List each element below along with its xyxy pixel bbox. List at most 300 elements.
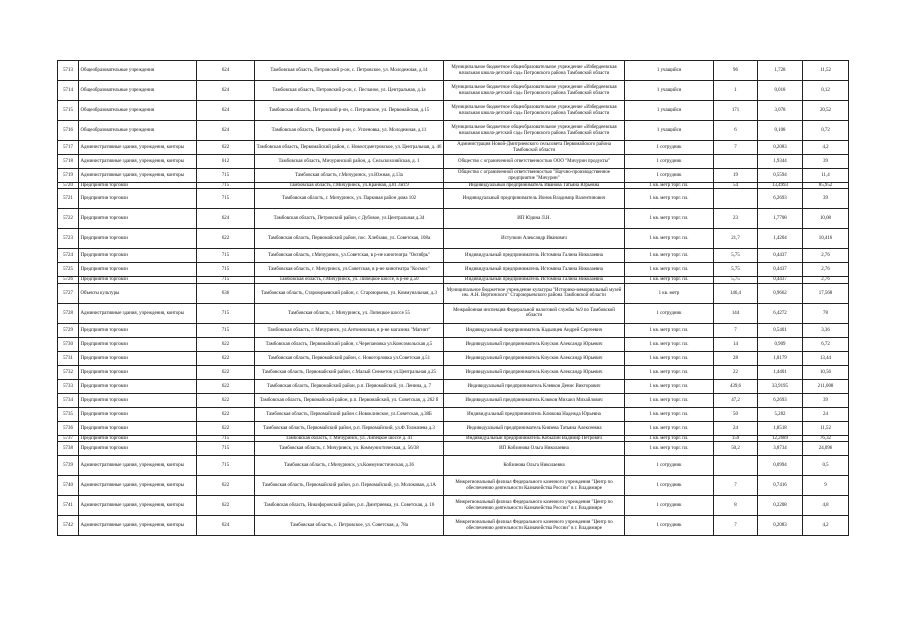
cell-volume: 24,096	[803, 442, 849, 456]
cell-count: 5,75	[714, 263, 758, 277]
cell-org: Индивидуальный предприниматель Клюков Михаил Михайлович	[444, 393, 625, 407]
cell-volume: 2,76	[803, 277, 849, 283]
cell-org: Индивидуальный предприниматель Киусков Александр Юрьевич	[444, 337, 625, 351]
cell-code: 715	[197, 277, 255, 283]
cell-count: 54	[714, 183, 758, 189]
cell-volume: 0,5	[803, 456, 849, 476]
table-row	[58, 121, 849, 141]
cell-org: Кобзинова Ольга Николаевна	[444, 456, 625, 476]
cell-type: Предприятия торговли	[79, 323, 197, 337]
cell-num: 5725	[58, 263, 79, 277]
cell-unit: 1 сотрудник	[625, 476, 714, 496]
cell-num: 5721	[58, 189, 79, 209]
table-row	[58, 229, 849, 249]
cell-num: 5714	[58, 81, 79, 101]
cell-area: 0,2083	[758, 141, 803, 155]
cell-unit: 1 кв. метр торг. пл.	[625, 421, 714, 435]
cell-code: 622	[197, 421, 255, 435]
table-row	[58, 337, 849, 351]
cell-org: Индивидуальный предприниматель Клевков Денис Викторович	[444, 379, 625, 393]
cell-address: Тамбовская область, г.Мичуринск, ул.Советская, в р-не кинотеатра "Октябрь"	[255, 249, 444, 263]
cell-unit: 1 кв. метр торг. пл.	[625, 393, 714, 407]
cell-org: ИП Кобзинова Ольга Николаевна	[444, 442, 625, 456]
cell-unit: 1 кв. метр торг. пл.	[625, 209, 714, 229]
cell-org: Индивидуальный предприниматель Истомина Галина Николаевна	[444, 277, 625, 283]
cell-area: 0,2083	[758, 516, 803, 536]
cell-unit: 1 учащийся	[625, 81, 714, 101]
cell-code: 624	[197, 81, 255, 101]
cell-unit: 1 сотрудник	[625, 303, 714, 323]
cell-volume: 76,32	[803, 435, 849, 441]
cell-count: 19	[714, 169, 758, 183]
cell-count: 7	[714, 323, 758, 337]
cell-count: 144	[714, 303, 758, 323]
cell-count: 28	[714, 351, 758, 365]
cell-type: Административные здания, учреждения, конторы	[79, 303, 197, 323]
cell-area: 1,4401	[758, 365, 803, 379]
cell-volume: 2,76	[803, 249, 849, 263]
cell-code: 624	[197, 61, 255, 81]
cell-code: 622	[197, 496, 255, 516]
table-row	[58, 351, 849, 365]
table-row	[58, 169, 849, 183]
cell-volume: 4,2	[803, 516, 849, 536]
table-row	[58, 442, 849, 456]
cell-area: 3,078	[758, 101, 803, 121]
table-row	[58, 263, 849, 277]
table-body	[58, 61, 849, 536]
cell-org: Муниципальное бюджетное общеобразовательное учреждение «Избердеевская начальная школа-детский сад» Петровского района Тамбовской области	[444, 101, 625, 121]
cell-area: 1,728	[758, 61, 803, 81]
cell-unit: 1 кв. метр	[625, 283, 714, 303]
cell-area: 0,4437	[758, 249, 803, 263]
cell-count: 23	[714, 209, 758, 229]
cell-type: Общеобразовательные учреждения	[79, 81, 197, 101]
cell-unit: 1 сотрудник	[625, 141, 714, 155]
cell-area: 1,8518	[758, 421, 803, 435]
cell-unit: 1 кв. метр торг. пл.	[625, 323, 714, 337]
cell-volume: 10,416	[803, 229, 849, 249]
cell-code: 715	[197, 456, 255, 476]
cell-num: 5722	[58, 209, 79, 229]
cell-volume: 211,008	[803, 379, 849, 393]
cell-address: Тамбовская область, Первомайский район, р.п. Первомайский, ул. Молоковая, д.1А	[255, 476, 444, 496]
cell-address: Тамбовская область, г. Мичуринск, ул. Парковая район дома 102	[255, 189, 444, 209]
cell-count: 22	[714, 365, 758, 379]
cell-count: 8	[714, 496, 758, 516]
cell-count: 6	[714, 121, 758, 141]
cell-area: 1,4204	[758, 229, 803, 249]
cell-type: Предприятия торговли	[79, 183, 197, 189]
cell-volume: 11,4	[803, 169, 849, 183]
cell-org: Межрегиональный филиал Федерального казенного учреждения "Центр по обеспечению деятельности Казначейства России" в г. Владимире	[444, 476, 625, 496]
cell-address: Тамбовская область, Первомайский район, р.п. Первомайский, ул. Советская, д. 262 б	[255, 393, 444, 407]
cell-unit: 1 кв. метр торг. пл.	[625, 337, 714, 351]
cell-type: Административные здания, учреждения, конторы	[79, 141, 197, 155]
cell-volume: 0,12	[803, 81, 849, 101]
cell-address: Тамбовская область, Мичуринский район, д. Сельскохозяйская, д. 1	[255, 155, 444, 169]
cell-area: 0,0994	[758, 456, 803, 476]
cell-type: Предприятия торговли	[79, 435, 197, 441]
cell-area: 13,4993	[758, 183, 803, 189]
cell-area: 0,9662	[758, 283, 803, 303]
cell-unit: 1 сотрудник	[625, 496, 714, 516]
table-row	[58, 323, 849, 337]
cell-num: 5731	[58, 351, 79, 365]
cell-area: 12,2689	[758, 435, 803, 441]
cell-area: 1,9344	[758, 155, 803, 169]
table-row	[58, 496, 849, 516]
table-row	[58, 209, 849, 229]
cell-address: Тамбовская область, Первомайский район, р.п. Первомайский, ул. Ленина, д. 7	[255, 379, 444, 393]
cell-num: 5723	[58, 229, 79, 249]
table-row	[58, 407, 849, 421]
cell-num: 5730	[58, 337, 79, 351]
cell-type: Общеобразовательные учреждения	[79, 61, 197, 81]
cell-address: Тамбовская область, Петровский р-он, с. Успеновка, ул. Молодежная, д.11	[255, 121, 444, 141]
cell-volume: 4,2	[803, 141, 849, 155]
cell-code: 622	[197, 365, 255, 379]
table-row	[58, 379, 849, 393]
cell-volume: 17,568	[803, 283, 849, 303]
cell-area: 0,2208	[758, 496, 803, 516]
cell-area: 0,7416	[758, 476, 803, 496]
cell-volume: 0,72	[803, 121, 849, 141]
cell-address: Тамбовская область, Первомайский район, пос. Хлебзаво, ул. Советская, 108а	[255, 229, 444, 249]
cell-unit: 1 кв. метр торг. пл.	[625, 229, 714, 249]
cell-org: Межрайонная инспекция Федеральной налоговой службы №9 по Тамбовской области	[444, 303, 625, 323]
table-row	[58, 189, 849, 209]
cell-area: 6,2693	[758, 189, 803, 209]
cell-num: 5732	[58, 365, 79, 379]
cell-volume: 11,52	[803, 421, 849, 435]
cell-code: 715	[197, 303, 255, 323]
cell-volume: 9	[803, 476, 849, 496]
cell-unit: 1 сотрудник	[625, 516, 714, 536]
cell-org: Муниципальное бюджетное общеобразовательное учреждение «Избердеевская начальная школа-детский сад» Петровского района Тамбовской области	[444, 121, 625, 141]
cell-volume: 10,56	[803, 365, 849, 379]
registry-table	[57, 60, 849, 536]
cell-num: 5719	[58, 169, 79, 183]
cell-num: 5724	[58, 249, 79, 263]
cell-area: 33,9195	[758, 379, 803, 393]
cell-num: 5718	[58, 155, 79, 169]
cell-num: 5716	[58, 121, 79, 141]
cell-count: 14	[714, 337, 758, 351]
cell-type: Предприятия торговли	[79, 407, 197, 421]
cell-org: Межрегиональный филиал Федерального казенного учреждения "Центр по обеспечению деятельности Казначейства России" в г. Владимире	[444, 516, 625, 536]
table-row	[58, 456, 849, 476]
cell-unit: 1 кв. метр торг. пл.	[625, 277, 714, 283]
cell-count: 171	[714, 101, 758, 121]
cell-type: Административные здания, учреждения, конторы	[79, 516, 197, 536]
cell-count: 159	[714, 435, 758, 441]
cell-unit: 1 кв. метр торг. пл.	[625, 189, 714, 209]
cell-count: 50,2	[714, 442, 758, 456]
cell-org: ИП Юдина Л.Н.	[444, 209, 625, 229]
cell-type: Предприятия торговли	[79, 351, 197, 365]
cell-type: Административные здания, учреждения, конторы	[79, 169, 197, 183]
cell-num: 5734	[58, 393, 79, 407]
table-row	[58, 476, 849, 496]
cell-code: 622	[197, 379, 255, 393]
cell-type: Административные здания, учреждения, конторы	[79, 456, 197, 476]
cell-num: 5727	[58, 283, 79, 303]
cell-address: Тамбовская область, Первомайский район, с.Малый Снежеток ул.Центральная д.25	[255, 365, 444, 379]
cell-type: Предприятия торговли	[79, 421, 197, 435]
document-page	[57, 60, 848, 536]
cell-unit: 1 кв. метр торг. пл.	[625, 407, 714, 421]
cell-volume: 13,44	[803, 351, 849, 365]
cell-org: Общество с ограниченной ответственностью ООО "Мичурин продукты"	[444, 155, 625, 169]
cell-org: Индивидуальный предприниматель Кобылин Вадимир Петрович	[444, 435, 625, 441]
cell-type: Предприятия торговли	[79, 393, 197, 407]
cell-address: Тамбовская область, с. Петровское, ул. Советская, д. 78а	[255, 516, 444, 536]
cell-code: 715	[197, 183, 255, 189]
cell-type: Предприятия торговли	[79, 442, 197, 456]
cell-volume: 78	[803, 303, 849, 323]
cell-num: 5737	[58, 435, 79, 441]
cell-address: Тамбовская область, Никифоровский район, р.п. Дмитриевка, ул. Советская, д. 16	[255, 496, 444, 516]
cell-volume: 3,36	[803, 323, 849, 337]
cell-volume: 24	[803, 407, 849, 421]
cell-num: 5720	[58, 183, 79, 189]
cell-num: 5726	[58, 277, 79, 283]
cell-volume: 2,76	[803, 263, 849, 277]
cell-unit: 1 кв. метр торг. пл.	[625, 442, 714, 456]
cell-unit: 1 сотрудник	[625, 456, 714, 476]
cell-count: 7	[714, 516, 758, 536]
cell-code: 715	[197, 249, 255, 263]
cell-count: 50	[714, 407, 758, 421]
cell-code: 715	[197, 263, 255, 277]
cell-type: Предприятия торговли	[79, 189, 197, 209]
cell-org: Муниципальное бюджетное учреждение культуры "Историко-мемориальный музей им. А.Н. Вертинского" Староюрьевского района Тамбовской области	[444, 283, 625, 303]
table-row	[58, 303, 849, 323]
table-row	[58, 61, 849, 81]
cell-address: Тамбовская область, г. Мичуринск, ул.Советская, в р-не кинотеатра "Космос"	[255, 263, 444, 277]
cell-area: 0,108	[758, 121, 803, 141]
cell-count: 7	[714, 141, 758, 155]
cell-unit: 1 учащийся	[625, 61, 714, 81]
cell-num: 5738	[58, 442, 79, 456]
cell-num: 5729	[58, 323, 79, 337]
cell-num: 5717	[58, 141, 79, 155]
cell-address: Тамбовская область, г.Мичуринск, ул.Кранная, д.81 лит.9	[255, 183, 444, 189]
cell-address: Тамбовская область, г.Мичуринск, ул.Коммунистическая, д.36	[255, 456, 444, 476]
cell-area: 1,7708	[758, 209, 803, 229]
cell-area: 0,018	[758, 81, 803, 101]
cell-area: 0,5594	[758, 169, 803, 183]
cell-address: Тамбовская область, Первомайский район, с.Черепановка ул.Комсомольская д.5	[255, 337, 444, 351]
cell-unit: 1 кв. метр торг. пл.	[625, 263, 714, 277]
cell-type: Предприятия торговли	[79, 209, 197, 229]
table-row	[58, 283, 849, 303]
cell-area: 0,4437	[758, 277, 803, 283]
cell-unit: 1 кв. метр торг. пл.	[625, 365, 714, 379]
cell-volume: 10,08	[803, 209, 849, 229]
cell-code: 624	[197, 516, 255, 536]
table-row	[58, 101, 849, 121]
table-row	[58, 81, 849, 101]
cell-unit: 1 учащийся	[625, 121, 714, 141]
cell-volume: 39	[803, 393, 849, 407]
cell-address: Тамбовская область, Первомайский район, с. Новогорловка ул.Советская д.51	[255, 351, 444, 365]
cell-code: 622	[197, 351, 255, 365]
cell-num: 5713	[58, 61, 79, 81]
cell-num: 5735	[58, 407, 79, 421]
cell-org: Индивидуальный предприниматель Ионов Владимир Валентинович	[444, 189, 625, 209]
cell-num: 5728	[58, 303, 79, 323]
cell-type: Предприятия торговли	[79, 263, 197, 277]
cell-count	[714, 155, 758, 169]
cell-org: Муниципальное бюджетное общеобразовательное учреждение «Избердеевская начальная школа-детский сад» Петровского района Тамбовской области	[444, 81, 625, 101]
cell-code: 612	[197, 155, 255, 169]
cell-type: Административные здания, учреждения, конторы	[79, 476, 197, 496]
cell-count	[714, 189, 758, 209]
cell-count: 146,4	[714, 283, 758, 303]
cell-num: 5740	[58, 476, 79, 496]
cell-code: 624	[197, 121, 255, 141]
cell-area: 5,282	[758, 407, 803, 421]
cell-type: Объекты культуры	[79, 283, 197, 303]
cell-address: Тамбовская область, г.Мичуринск, ул. Липецкое шоссе, в р-не д.50	[255, 277, 444, 283]
cell-address: Тамбовская область, г. Мичуринск, ул. Липецкое шоссе д. 41	[255, 435, 444, 441]
cell-address: Тамбовская область, Первомайский район, р.п. Первомайский, ул.Ф.Толмачева д.3	[255, 421, 444, 435]
cell-type: Предприятия торговли	[79, 379, 197, 393]
table-row	[58, 249, 849, 263]
cell-code: 636	[197, 283, 255, 303]
cell-area: 6,2693	[758, 393, 803, 407]
cell-count: 5,75	[714, 249, 758, 263]
cell-address: Тамбовская область, Староюрьевский район, с. Староюрьево, ул. Коммунальная, д.3	[255, 283, 444, 303]
cell-unit: 1 кв. метр торг. пл.	[625, 249, 714, 263]
cell-unit: 1 учащийся	[625, 101, 714, 121]
cell-volume: 39	[803, 155, 849, 169]
cell-type: Общеобразовательные учреждения	[79, 101, 197, 121]
cell-code: 622	[197, 229, 255, 249]
cell-count: 96	[714, 61, 758, 81]
cell-org: Администрация Новой-Дмитриевского сельсовета Первомайского района Тамбовской области	[444, 141, 625, 155]
cell-num: 5741	[58, 496, 79, 516]
cell-num: 5736	[58, 421, 79, 435]
cell-org: Межрегиональный филиал Федерального казенного учреждения "Центр по обеспечению деятельности Казначейства России" в г. Владимире	[444, 496, 625, 516]
cell-address: Тамбовская область, Петровский район, с Дубовое, ул.Центральная д.34	[255, 209, 444, 229]
cell-area: 1,8179	[758, 351, 803, 365]
cell-org: Индивидуальный предприниматель Клюкова Надежда Юрьевна	[444, 407, 625, 421]
cell-num: 5739	[58, 456, 79, 476]
cell-count: 47,2	[714, 393, 758, 407]
cell-org: Индивидуальный предприниматель Киусков Александр Юрьевич	[444, 351, 625, 365]
cell-volume: 6,72	[803, 337, 849, 351]
cell-volume: 4,8	[803, 496, 849, 516]
cell-address: Тамбовская область, Петровский р-он, с. Песчаное, ул. Центральная, д.1а	[255, 81, 444, 101]
cell-area: 3,8734	[758, 442, 803, 456]
cell-org: Индивидуальный предприниматель Киусков Александр Юрьевич	[444, 365, 625, 379]
cell-volume: 39	[803, 189, 849, 209]
cell-type: Предприятия торговли	[79, 365, 197, 379]
cell-num: 5715	[58, 101, 79, 121]
cell-code: 624	[197, 101, 255, 121]
table-row	[58, 365, 849, 379]
cell-code: 622	[197, 337, 255, 351]
cell-code: 715	[197, 435, 255, 441]
table-row	[58, 141, 849, 155]
cell-area: 0,909	[758, 337, 803, 351]
cell-unit: 1 сотрудник	[625, 155, 714, 169]
cell-count	[714, 456, 758, 476]
cell-type: Общеобразовательные учреждения	[79, 121, 197, 141]
cell-count: 7	[714, 476, 758, 496]
cell-address: Тамбовская область, Петровский р-он, с. Петровское, ул. Первомайская, д.15	[255, 101, 444, 121]
cell-code: 715	[197, 169, 255, 183]
cell-address: Тамбовская область, Петровский р-он, с. Петровское, ул. Молодежная, д.14	[255, 61, 444, 81]
table-row	[58, 516, 849, 536]
cell-org: Общество с ограниченной ответственностью "Научно-производственное предприятие "Мичурин"	[444, 169, 625, 183]
cell-unit: 1 кв. метр торг. пл.	[625, 379, 714, 393]
cell-num: 5742	[58, 516, 79, 536]
table-row	[58, 421, 849, 435]
cell-code: 715	[197, 189, 255, 209]
cell-count: 1	[714, 81, 758, 101]
cell-org: Иступкин Александр Иванович	[444, 229, 625, 249]
cell-address: Тамбовская область, г.Мичуринск, ул.Южная, д.13а	[255, 169, 444, 183]
cell-address: Тамбовская область, Первомайский район, с. Новоотдметровское, ул. Центральная, д. 46	[255, 141, 444, 155]
cell-unit: 1 кв. метр торг. пл.	[625, 183, 714, 189]
cell-area: 0,4437	[758, 263, 803, 277]
cell-count: 439,6	[714, 379, 758, 393]
cell-count: 24	[714, 421, 758, 435]
cell-type: Административные здания, учреждения, конторы	[79, 155, 197, 169]
cell-org: Индивидуальный предприниматель Князева Татьяна Алексеевна	[444, 421, 625, 435]
cell-type: Административные здания, учреждения, конторы	[79, 496, 197, 516]
cell-code: 622	[197, 476, 255, 496]
cell-area: 6,4272	[758, 303, 803, 323]
cell-unit: 1 кв. метр торг. пл.	[625, 435, 714, 441]
cell-org: Индивидуальный предприниматель Иванова Татьяна Юрьевна	[444, 183, 625, 189]
cell-area: 0,5401	[758, 323, 803, 337]
cell-volume: 85,952	[803, 183, 849, 189]
cell-org: Муниципальное бюджетное общеобразовательное учреждение «Избердеевская начальная школа-детский сад» Петровского района Тамбовской области	[444, 61, 625, 81]
cell-code: 622	[197, 141, 255, 155]
table-row	[58, 155, 849, 169]
table-row	[58, 393, 849, 407]
cell-code: 622	[197, 393, 255, 407]
cell-count: 21,7	[714, 229, 758, 249]
cell-org: Индивидуальный предприниматель Истомина Галина Николаевна	[444, 249, 625, 263]
cell-code: 715	[197, 323, 255, 337]
cell-volume: 11,52	[803, 61, 849, 81]
cell-code: 715	[197, 442, 255, 456]
cell-address: Тамбовская область, Первомайский район с.Новоклинское, ул.Советская, д.38Б	[255, 407, 444, 421]
cell-address: Тамбовская область, г. Мичуринск, ул. Липецкое шоссе 55	[255, 303, 444, 323]
cell-code: 622	[197, 407, 255, 421]
cell-code: 624	[197, 209, 255, 229]
cell-num: 5733	[58, 379, 79, 393]
cell-org: Индивидуальный предприниматель Истомина Галина Николаевна	[444, 263, 625, 277]
cell-volume: 20,52	[803, 101, 849, 121]
cell-type: Предприятия торговли	[79, 337, 197, 351]
cell-unit: 1 кв. метр торг. пл.	[625, 351, 714, 365]
cell-address: Тамбовская область, г. Мичуринск, ул. Коммунистическая, д. 56/38	[255, 442, 444, 456]
cell-type: Предприятия торговли	[79, 229, 197, 249]
cell-type: Предприятия торговли	[79, 249, 197, 263]
cell-address: Тамбовская область, г. Мичуринск, ул.Антоновская, в р-не магазина "Магнит"	[255, 323, 444, 337]
cell-count: 5,75	[714, 277, 758, 283]
cell-unit: 1 сотрудник	[625, 169, 714, 183]
cell-type: Предприятия торговли	[79, 277, 197, 283]
cell-org: Индивидуальный предприниматель Кадынцев Андрей Сергеевич	[444, 323, 625, 337]
